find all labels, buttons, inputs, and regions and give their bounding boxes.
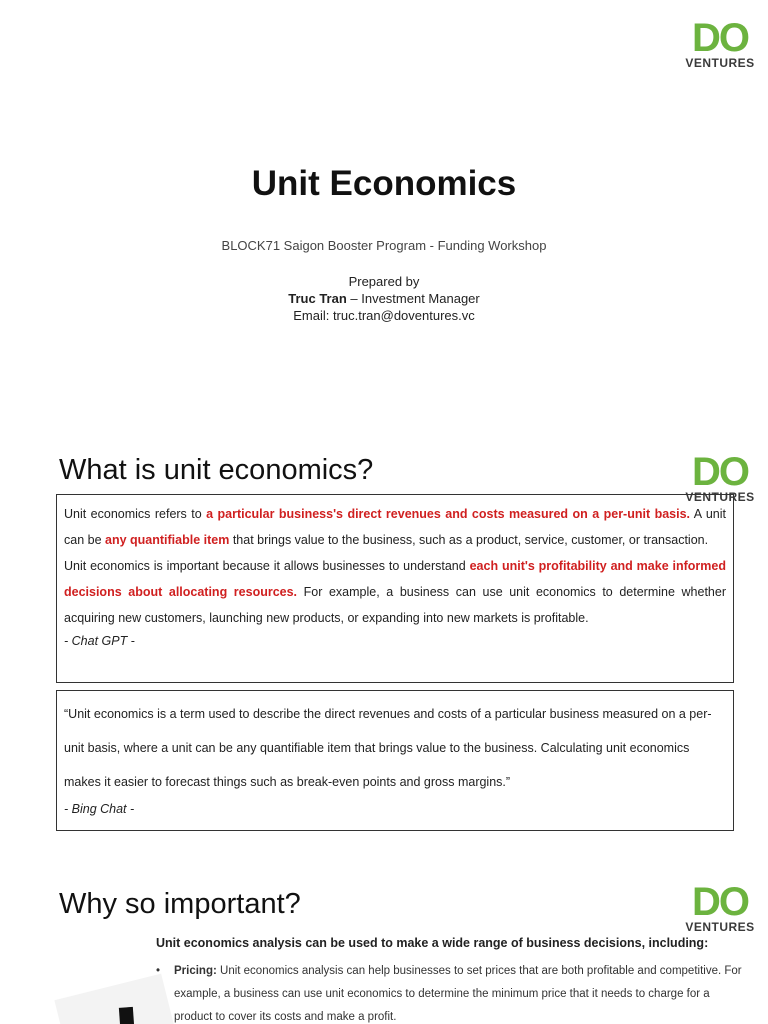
definition-text: that brings value to the business, such as a product, service, customer, or transaction. bbox=[229, 533, 709, 547]
logo-subtext: VENTURES bbox=[685, 56, 755, 70]
do-ventures-logo bbox=[682, 18, 758, 70]
logo-mark: DO bbox=[692, 880, 748, 924]
prepared-by-block bbox=[0, 273, 768, 324]
prepared-label: Prepared by bbox=[348, 274, 420, 289]
definition-slide bbox=[0, 420, 768, 860]
definition-text: Unit economics refers to bbox=[64, 507, 207, 521]
do-ventures-logo bbox=[682, 882, 758, 934]
author-name: Truc Tran bbox=[288, 291, 347, 306]
bing-quote-box bbox=[56, 690, 734, 831]
highlight-text: a particular business's direct revenues and costs measured on a per-unit basis. bbox=[206, 507, 691, 521]
presentation-title: Unit Economics bbox=[251, 164, 517, 203]
definition-text: A unit can be bbox=[64, 507, 727, 547]
importance-intro: Unit economics analysis can be used to make a wide range of business decisions, including: bbox=[156, 936, 709, 950]
importance-list bbox=[156, 960, 748, 1024]
cover-slide bbox=[0, 0, 768, 420]
logo-subtext: VENTURES bbox=[685, 490, 755, 504]
highlight-text: any quantifiable item bbox=[105, 533, 230, 547]
bing-source: - Bing Chat - bbox=[64, 802, 135, 816]
logo-mark: DO bbox=[692, 450, 748, 494]
chatgpt-source: - Chat GPT - bbox=[64, 634, 135, 648]
section-heading: Why so important? bbox=[59, 888, 301, 920]
bullet-text: Unit economics analysis can help businesses to set prices that are both profitable and competitive. For example, a business can use unit economics to determine the minimum price that it needs to charge for a product to cover its costs and make a profit. bbox=[174, 965, 742, 1023]
program-subtitle: BLOCK71 Saigon Booster Program - Funding Workshop bbox=[221, 238, 547, 253]
definition-text: Unit economics is important because it allows businesses to understand bbox=[64, 559, 470, 573]
definition-text: For example, a business can use unit economics to determine whether acquiring new customers, launching new products, or expanding into new markets is profitable. bbox=[64, 585, 726, 625]
author-email: Email: truc.tran@doventures.vc bbox=[293, 308, 475, 323]
author-line bbox=[0, 290, 768, 307]
bing-quote-text: “Unit economics is a term used to describe the direct revenues and costs of a particular business measured on a per-unit basis, where a unit can be any quantifiable item that brings value to the business. Calculating unit economics makes it easier to forecast things such as break-even points and gross margins.” bbox=[64, 707, 712, 789]
bullet-lead: Pricing: bbox=[174, 965, 217, 977]
logo-subtext: VENTURES bbox=[685, 920, 755, 934]
logo-mark: DO bbox=[692, 16, 748, 60]
author-role: – Investment Manager bbox=[346, 291, 480, 306]
importance-slide bbox=[0, 860, 768, 1024]
section-heading: What is unit economics? bbox=[59, 454, 374, 486]
chatgpt-definition-box bbox=[56, 494, 734, 683]
highlight-text: each unit's profitability and make informed decisions about allocating resources. bbox=[64, 559, 726, 599]
list-item bbox=[156, 960, 748, 1024]
